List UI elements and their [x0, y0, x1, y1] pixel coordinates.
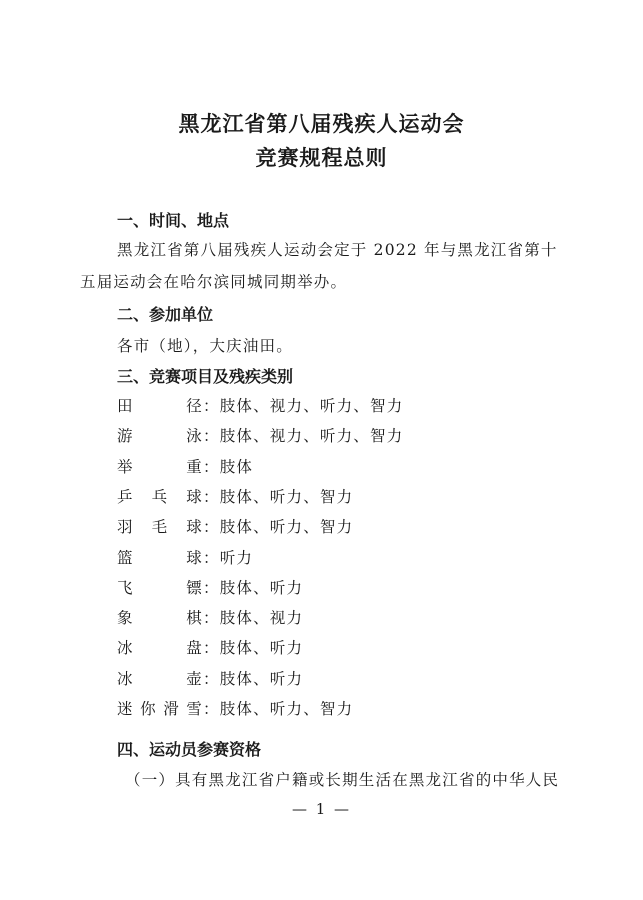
- event-categories: 肢体、视力、听力、智力: [219, 427, 404, 446]
- event-colon: ：: [203, 427, 220, 446]
- event-categories: 肢体、视力: [219, 609, 304, 628]
- event-colon: ：: [203, 397, 220, 415]
- section-3-heading: 三、竞赛项目及残疾类别: [117, 367, 294, 386]
- event-categories: 听力: [219, 548, 254, 567]
- event-row: [117, 697, 353, 719]
- event-row: [117, 546, 253, 568]
- event-row: [117, 636, 303, 658]
- event-row: [117, 606, 303, 628]
- event-row: [117, 394, 403, 416]
- event-colon: ：: [203, 669, 220, 688]
- event-colon: ：: [203, 518, 220, 537]
- event-name: 羽毛球: [117, 518, 203, 537]
- section-4-paragraph: （一）具有黑龙江省户籍或长期生活在黑龙江省的中华人民: [125, 771, 560, 789]
- section-2-paragraph: 各市（地），大庆油田。: [117, 337, 293, 355]
- event-name: 乒乓球: [117, 487, 203, 506]
- event-categories: 肢体、听力: [219, 639, 304, 658]
- event-name: 举重: [117, 457, 203, 476]
- event-row: [117, 424, 403, 446]
- event-categories: 肢体、听力、智力: [219, 487, 354, 506]
- event-name: 象棋: [117, 609, 203, 628]
- event-name: 冰壶: [117, 669, 203, 688]
- event-categories: 肢体、听力、智力: [219, 700, 354, 718]
- section-2-heading: 二、参加单位: [117, 305, 214, 324]
- section-1-heading: 一、时间、地点: [117, 211, 230, 230]
- event-row: [117, 667, 303, 689]
- event-name: 篮球: [117, 548, 203, 567]
- event-name: 田径: [117, 397, 203, 415]
- event-colon: ：: [203, 639, 220, 658]
- event-name: 冰盘: [117, 639, 203, 658]
- event-colon: ：: [203, 578, 220, 597]
- event-categories: 肢体、听力: [219, 669, 304, 688]
- page-number: — 1 —: [291, 800, 352, 818]
- section-1-paragraph-line-1: 黑龙江省第八届残疾人运动会定于 2022 年与黑龙江省第十: [117, 241, 558, 259]
- event-row: [117, 576, 303, 598]
- event-row: [117, 485, 353, 507]
- event-categories: 肢体、听力: [219, 578, 304, 597]
- event-name: 迷你滑雪: [117, 700, 203, 718]
- document-title-line-2: 竞赛规程总则: [255, 145, 388, 170]
- event-categories: 肢体、听力、智力: [219, 518, 354, 537]
- event-colon: ：: [203, 487, 220, 506]
- event-colon: ：: [203, 609, 220, 628]
- event-colon: ：: [203, 700, 220, 718]
- event-colon: ：: [203, 457, 220, 476]
- document-title-line-1: 黑龙江省第八届残疾人运动会: [178, 111, 465, 136]
- event-name: 游泳: [117, 427, 203, 446]
- event-row: [117, 515, 353, 537]
- event-name: 飞镖: [117, 578, 203, 597]
- section-1-paragraph-line-2: 五届运动会在哈尔滨同城同期举办。: [80, 273, 348, 291]
- event-row: [117, 455, 253, 477]
- section-4-heading: 四、运动员参赛资格: [117, 740, 262, 759]
- event-categories: 肢体: [219, 457, 254, 476]
- event-categories: 肢体、视力、听力、智力: [219, 397, 404, 415]
- event-colon: ：: [203, 548, 220, 567]
